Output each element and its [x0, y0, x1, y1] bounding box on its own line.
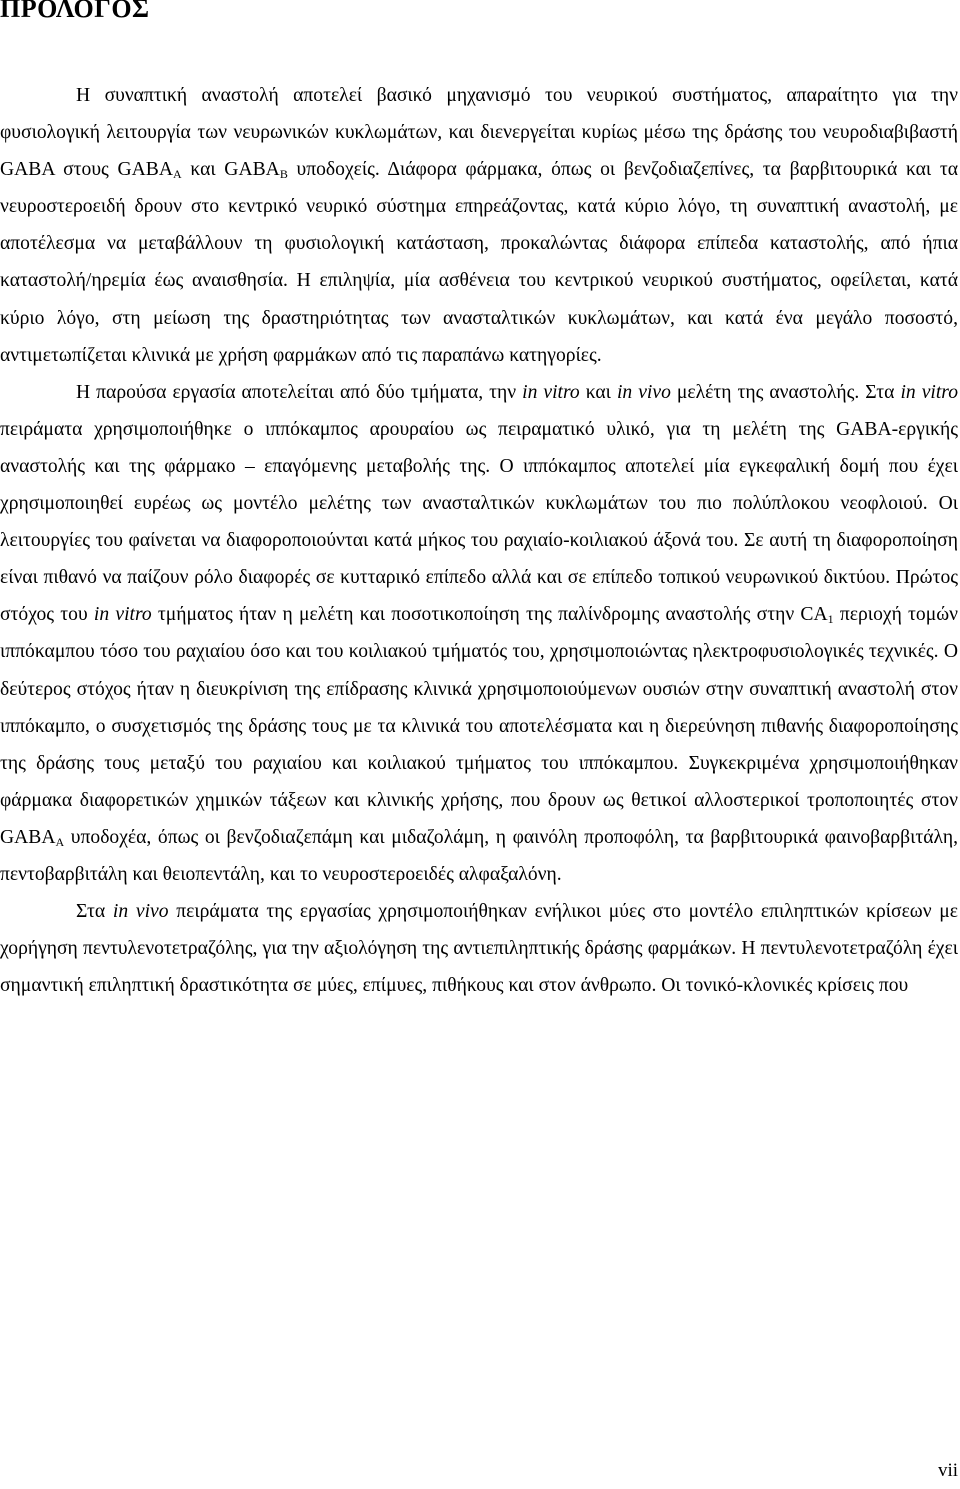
- paragraph-text: και: [579, 381, 617, 403]
- page-number: vii: [937, 1460, 958, 1481]
- paragraph-text: τμήματος ήταν η μελέτη και ποσοτικοποίηση της παλίνδρομης αναστολής στην CA: [151, 604, 828, 626]
- italic-text: in vivo: [112, 901, 169, 923]
- italic-text: in vitro: [93, 604, 152, 626]
- preface-body: [0, 77, 958, 1004]
- paragraph-text: Στα: [76, 901, 113, 923]
- paragraph-text: μελέτη της αναστολής. Στα: [670, 381, 901, 403]
- italic-text: in vitro: [900, 381, 959, 403]
- paragraph: [0, 77, 958, 374]
- italic-text: in vitro: [522, 381, 580, 403]
- paragraph-text: πειράματα χρησιμοποιήθηκε ο ιππόκαμπος αρουραίου ως πειραματικό υλικό, για τη μελέτη της GABA-εργικής αναστολής και της φάρμακο – επαγόμενης μεταβολής της. Ο ιππόκαμπος αποτελεί μία εγκεφαλική δομή που έχει χρησιμοποιηθεί ευρέως ως μοντέλο μελέτης των ανασταλτικών κυκλωμάτων του πιο πολύπλοκου νεοφλοιού. Οι λειτουργίες του φαίνεται να διαφοροποιούνται κατά μήκος του ραχιαίο-κοιλιακού άξονά του. Σε αυτή τη διαφοροποίηση είναι πιθανό να παίζουν ρόλο διαφορές σε κυτταρικό επίπεδο αλλά και σε επίπεδο τοπικού νευρωνικού δικτύου. Πρώτος στόχος του: [0, 418, 958, 626]
- paragraph: [0, 893, 958, 1004]
- subscript-text: B: [279, 167, 288, 182]
- page-title: ΠΡΟΛΟΓΟΣ: [0, 0, 150, 23]
- paragraph-text: υποδοχέα, όπως οι βενζοδιαζεπάμη και μιδαζολάμη, η φαινόλη προποφόλη, τα βαρβιτουρικά φαινοβαρβιτάλη, πεντοβαρβιτάλη και θειοπεντάλη, και το νευροστεροειδές αλφαξαλόνη.: [0, 826, 958, 885]
- paragraph-text: πειράματα της εργασίας χρησιμοποιήθηκαν ενήλικοι μύες στο μοντέλο επιληπτικών κρίσεων με χορήγηση πεντυλενοτετραζόλης, για την αξιολόγηση της αντιεπιληπτικής δράσης φαρμάκων. Η πεντυλενοτετραζόλη έχει σημαντική επιληπτική δραστικότητα σε μύες, επίμυες, πιθήκους και στον άνθρωπο. Οι τονικό-κλονικές κρίσεις που: [0, 901, 959, 997]
- paragraph: [0, 374, 958, 893]
- italic-text: in vivo: [616, 381, 671, 403]
- paragraph-text: και GABA: [181, 159, 280, 181]
- subscript-text: 1: [827, 612, 834, 627]
- paragraph-text: Η συναπτική αναστολή αποτελεί βασικό μηχανισμό του νευρικού συστήματος, απαραίτητο για την φυσιολογική λειτουργία των νευρωνικών κυκλωμάτων, και διενεργείται κυρίως μέσω της δράσης του νευροδιαβιβαστή GABA στους GABA: [0, 85, 958, 181]
- paragraph-text: υποδοχείς. Διάφορα φάρμακα, όπως οι βενζοδιαζεπίνες, τα βαρβιτουρικά και τα νευροστεροειδή δρουν στο κεντρικό νευρικό σύστημα επηρεάζοντας, κατά κύριο λόγο, τη συναπτική αναστολή, με αποτέλεσμα να μεταβάλλουν τη φυσιολογική κατάσταση, προκαλώντας διάφορα επίπεδα καταστολής, από ήπια καταστολή/ηρεμία έως αναισθησία. Η επιληψία, μία ασθένεια του κεντρικού νευρικού συστήματος, οφείλεται, κατά κύριο λόγο, στη μείωση της δραστηριότητας των ανασταλτικών κυκλωμάτων, και κατά ένα μεγάλο ποσοστό, αντιμετωπίζεται κλινικά με χρήση φαρμάκων από τις παραπάνω κατηγορίες.: [0, 159, 959, 366]
- paragraph-text: Η παρούσα εργασία αποτελείται από δύο τμήματα, την: [76, 381, 523, 403]
- subscript-text: A: [55, 834, 65, 849]
- paragraph-text: περιοχή τομών ιππόκαμπου τόσο του ραχιαίου όσο και του κοιλιακού τμήματός του, χρησιμοποιώντας ηλεκτροφυσιολογικές τεχνικές. Ο δεύτερος στόχος ήταν η διευκρίνιση της επίδρασης κλινικά χρησιμοποιούμενων ουσιών στην συναπτική αναστολή στον ιππόκαμπο, ο συσχετισμός της δράσης τους με τα κλινικά του αποτελέσματα και η διερεύνηση πιθανής διαφοροποίησης της δράσης τους μεταξύ του ραχιαίου και κοιλιακού τμήματος του ιππόκαμπου. Συγκεκριμένα χρησιμοποιήθηκαν φάρμακα διαφορετικών χημικών τάξεων και κλινικής χρήσης, που δρουν ως θετικοί αλλοστερικοί τροποποιητές στον GABA: [0, 604, 958, 848]
- subscript-text: A: [173, 167, 182, 182]
